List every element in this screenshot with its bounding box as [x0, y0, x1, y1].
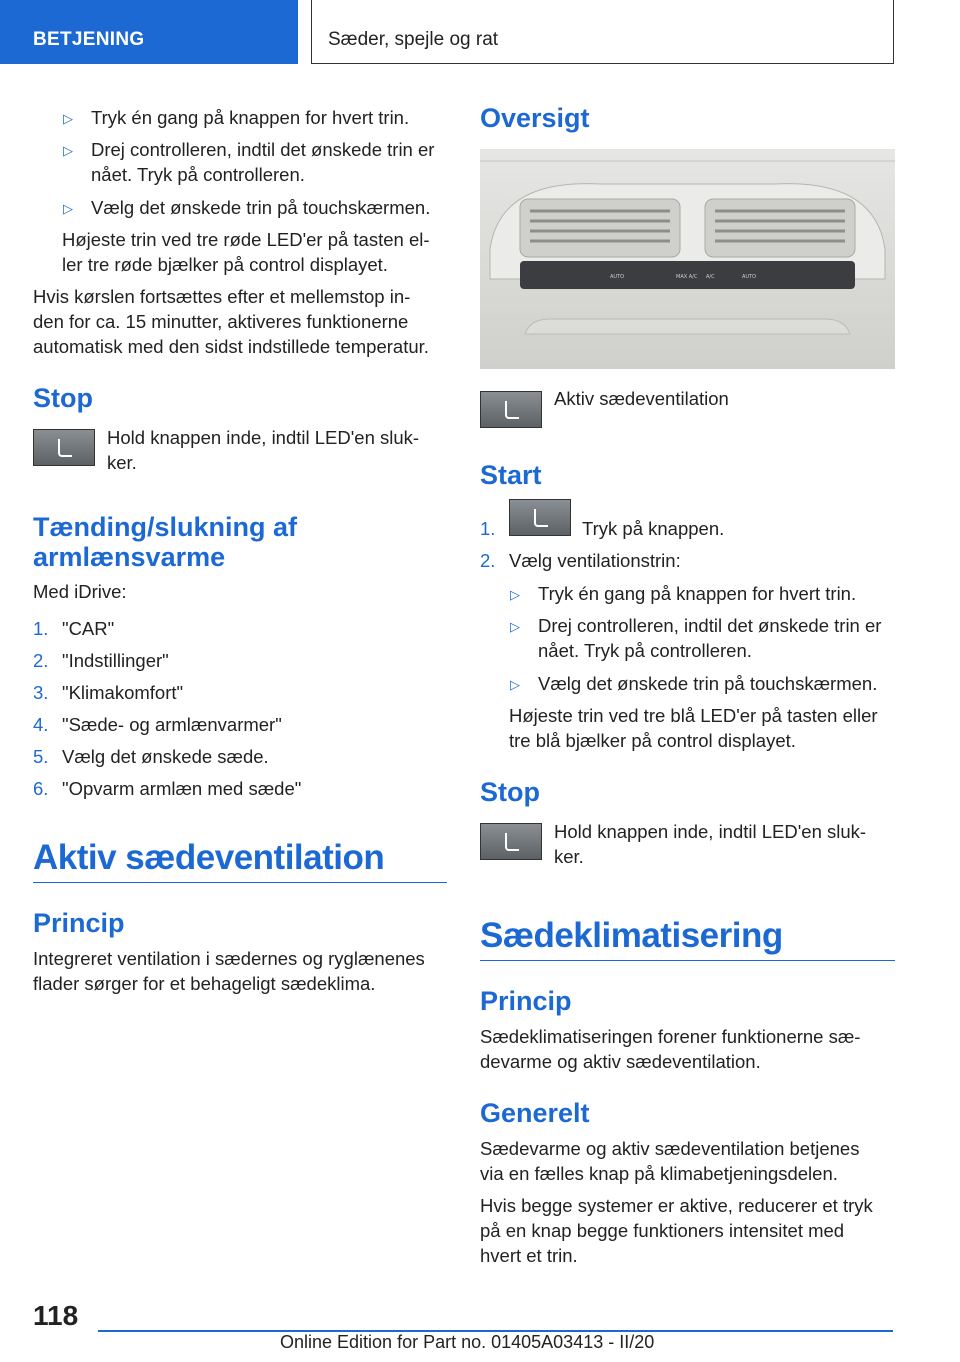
step-text: "Indstillinger" [62, 650, 169, 671]
step-text: Vælg det ønskede sæde. [62, 746, 269, 767]
bullet-text: nået. Tryk på controlleren. [91, 164, 305, 185]
general-text: hvert et trin. [480, 1245, 578, 1266]
page-number: 118 [33, 1300, 79, 1331]
chapter-header [311, 0, 894, 64]
title-rule [33, 882, 447, 883]
armrest-heading: Tænding/slukning af [33, 512, 297, 542]
principle-text: flader sørger for et behageligt sædeklima. [33, 973, 376, 994]
principle-text: Integreret ventilation i sædernes og ryglænenes [33, 948, 425, 969]
note-text: tre blå bjælker på control displayet. [509, 730, 796, 751]
step-number: 1. [480, 518, 496, 539]
step-text: "Klimakomfort" [62, 682, 184, 703]
step-number: 2. [480, 550, 496, 571]
stop-text: Hold knappen inde, indtil LED'en sluk‐ [554, 821, 867, 842]
general-heading: Generelt [480, 1098, 590, 1128]
paragraph: Hvis kørslen fortsættes efter et mellemstop in‐ [33, 286, 411, 307]
step-number: 3. [33, 682, 49, 703]
step-text: "Opvarm armlæn med sæde" [62, 778, 302, 799]
stop-heading: Stop [480, 777, 540, 807]
principle-text: devarme og aktiv sædeventilation. [480, 1051, 761, 1072]
general-text: Hvis begge systemer er aktive, reducerer et tryk [480, 1195, 873, 1216]
note-text: Højeste trin ved tre røde LED'er på tasten el‐ [62, 229, 430, 250]
bullet-text: Tryk én gang på knappen for hvert trin. [91, 107, 410, 128]
bullet-text: Vælg det ønskede trin på touchskærmen. [538, 673, 878, 694]
note-text: Højeste trin ved tre blå LED'er på tasten eller [509, 705, 878, 726]
chapter-title: Sæder, spejle og rat [328, 29, 499, 50]
panel-label: A/C [706, 274, 715, 280]
bullet-text: Drej controlleren, indtil det ønskede trin er [91, 139, 435, 160]
footer-edition: Online Edition for Part no. 01405A03413 - II/20 [280, 1332, 655, 1352]
stop-text: ker. [107, 452, 137, 473]
seat-ventilation-icon [480, 823, 542, 860]
step-text: "CAR" [62, 618, 115, 639]
section-title: Aktiv sædeventilation [33, 838, 385, 877]
principle-text: Sædeklimatiseringen forener funktionerne sæ‐ [480, 1026, 861, 1047]
stop-heading: Stop [33, 383, 93, 413]
seat-ventilation-button-icon [509, 499, 571, 536]
bullet-icon: ▷ [510, 587, 520, 602]
panel-label: AUTO [610, 274, 625, 280]
principle-heading: Princip [33, 908, 125, 938]
general-text: via en fælles knap på klimabetjeningsdelen. [480, 1163, 838, 1184]
section-title: Sædeklimatisering [480, 916, 783, 955]
panel-label: AUTO [742, 274, 757, 280]
start-heading: Start [480, 460, 542, 490]
armrest-heading: armlænsvarme [33, 542, 226, 572]
seat-ventilation-icon [480, 391, 542, 428]
armrest-intro: Med iDrive: [33, 581, 127, 602]
step-number: 2. [33, 650, 49, 671]
bullet-icon: ▷ [63, 143, 73, 158]
icon-caption: Aktiv sædeventilation [554, 388, 729, 409]
bullet-text: Tryk én gang på knappen for hvert trin. [538, 583, 857, 604]
general-text: på en knap begge funktioners intensitet med [480, 1220, 845, 1241]
step-number: 5. [33, 746, 49, 767]
step-number: 1. [33, 618, 49, 639]
stop-text: Hold knappen inde, indtil LED'en sluk‐ [107, 427, 420, 448]
seat-heating-button-icon [33, 429, 95, 466]
bullet-text: Vælg det ønskede trin på touchskærmen. [91, 197, 431, 218]
step-number: 6. [33, 778, 49, 799]
bullet-icon: ▷ [63, 111, 73, 126]
section-label: BETJENING [33, 29, 145, 50]
bullet-text: nået. Tryk på controlleren. [538, 640, 752, 661]
bullet-icon: ▷ [510, 677, 520, 692]
step-text: Tryk på knappen. [582, 518, 725, 539]
section-tab [0, 0, 298, 64]
note-text: ler tre røde bjælker på control displayet. [62, 254, 388, 275]
principle-heading: Princip [480, 986, 572, 1016]
paragraph: automatisk med den sidst indstillede temperatur. [33, 336, 429, 357]
stop-text: ker. [554, 846, 584, 867]
bullet-icon: ▷ [510, 619, 520, 634]
step-text: Vælg ventilationstrin: [509, 550, 681, 571]
panel-label: MAX A/C [676, 274, 698, 280]
step-number: 4. [33, 714, 49, 735]
title-rule [480, 960, 895, 961]
climate-panel-illustration [480, 149, 895, 369]
step-text: "Sæde- og armlænvarmer" [62, 714, 282, 735]
bullet-text: Drej controlleren, indtil det ønskede trin er [538, 615, 882, 636]
general-text: Sædevarme og aktiv sædeventilation betjenes [480, 1138, 860, 1159]
climate-panel-photo [480, 149, 895, 369]
overview-heading: Oversigt [480, 103, 590, 133]
paragraph: den for ca. 15 minutter, aktiveres funktionerne [33, 311, 409, 332]
bullet-icon: ▷ [63, 201, 73, 216]
